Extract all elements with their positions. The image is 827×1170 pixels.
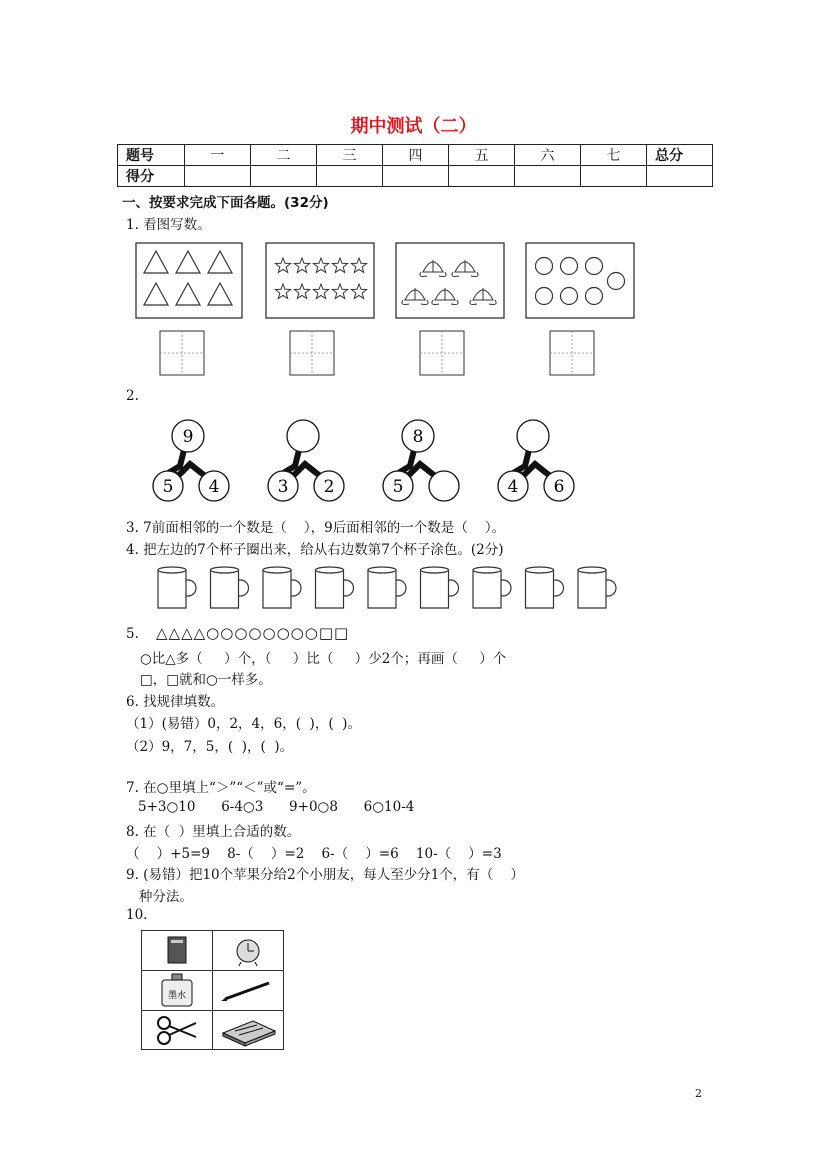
score-cell[interactable]	[515, 166, 581, 187]
cup-icon	[526, 567, 564, 608]
ink-bottle-icon	[142, 971, 212, 1010]
score-cell[interactable]	[317, 166, 383, 187]
bike-top-number: 8	[412, 427, 424, 447]
score-table	[117, 144, 713, 187]
q10-object-grid	[141, 930, 284, 1050]
pencil-case-icon	[213, 1011, 283, 1049]
cup-icon	[473, 567, 511, 608]
grid-cell	[212, 970, 284, 1011]
grid-cell	[212, 930, 284, 971]
grid-cell	[141, 930, 213, 971]
peach-icon	[402, 260, 496, 305]
score-header-cell: 题号	[118, 145, 185, 166]
question-5-line2: ○比△多（ ）个，（ ）比（ ）少2个；再画（ ）个	[140, 651, 507, 667]
question-9-line1: 9. (易错）把10个苹果分给2个小朋友，每人至少分1个，有（ ）	[126, 867, 524, 883]
picture-box-triangles	[136, 243, 242, 318]
book-icon	[142, 931, 212, 970]
triangle-icon	[144, 251, 232, 305]
scissors-icon	[142, 1011, 212, 1049]
question-1: 1. 看图写数。	[126, 217, 211, 233]
peach-icon	[402, 288, 428, 305]
cup-icon	[158, 567, 196, 608]
page-number: 2	[695, 1087, 702, 1100]
question-6-1: （1）(易错）0，2，4，6，( )，( )。	[126, 716, 361, 732]
star-icon	[275, 258, 366, 299]
score-cell[interactable]	[251, 166, 317, 187]
bike-row	[150, 418, 600, 503]
star-icon	[294, 258, 309, 273]
cup-icon	[368, 567, 406, 608]
question-6-2: （2）9，7，5，( )，( )。	[126, 739, 294, 755]
score-header-cell: 五	[449, 145, 515, 166]
question-5-label: 5.	[126, 626, 139, 642]
question-7: 7. 在○里填上“＞”“＜”或“=”。	[126, 780, 316, 796]
bike-rider-icon	[380, 418, 470, 503]
score-row-label: 得分	[118, 166, 185, 187]
question-2: 2.	[126, 388, 139, 404]
score-header-cell: 三	[317, 145, 383, 166]
star-icon	[275, 258, 290, 273]
peach-icon	[432, 288, 458, 305]
circle-icon	[536, 258, 625, 305]
cup-icon	[263, 567, 301, 608]
peach-icon	[470, 288, 496, 305]
question-10: 10.	[126, 907, 148, 923]
question-5-line3: □，□就和○一样多。	[140, 672, 272, 688]
q1-pictures	[130, 238, 690, 383]
question-8-items: （ ）+5=9 8-（ ）=2 6-（ ）=6 10-（ ）=3	[126, 846, 502, 862]
star-icon	[332, 258, 347, 273]
bike-rider-icon	[265, 418, 355, 503]
bike-right-number: 6	[553, 477, 565, 497]
score-cell[interactable]	[383, 166, 449, 187]
star-icon	[351, 284, 366, 299]
bike-rider-icon	[495, 418, 585, 503]
pen-icon	[213, 971, 283, 1010]
bike-right-number: 2	[323, 477, 335, 497]
question-6: 6. 找规律填数。	[126, 694, 225, 710]
score-header-cell: 一	[185, 145, 251, 166]
grid-cell	[141, 1010, 213, 1050]
question-3: 3. 7前面相邻的一个数是（ ），9后面相邻的一个数是（ ）。	[126, 520, 506, 536]
score-header-cell: 二	[251, 145, 317, 166]
question-8: 8. 在（ ）里填上合适的数。	[126, 824, 301, 840]
bike-left-number: 3	[277, 477, 289, 497]
score-header-cell: 总分	[647, 145, 713, 166]
star-icon	[275, 284, 290, 299]
question-7-items: 5+3○10 6-4○3 9+0○8 6○10-4	[138, 799, 415, 815]
bike-right-number: 4	[208, 477, 220, 497]
bike-left-number: 4	[507, 477, 519, 497]
answer-grid-group	[160, 331, 594, 375]
score-cell[interactable]	[449, 166, 515, 187]
score-cell[interactable]	[185, 166, 251, 187]
cup-icon	[316, 567, 354, 608]
bike-top-number: 9	[182, 427, 194, 447]
star-icon	[313, 258, 328, 273]
question-9-line2: 种分法。	[126, 889, 193, 905]
picture-box-circles	[526, 243, 634, 318]
score-cell[interactable]	[581, 166, 647, 187]
section-1-heading: 一、按要求完成下面各题。(32分)	[122, 195, 329, 211]
grid-cell	[141, 970, 213, 1011]
cup-icon	[211, 567, 249, 608]
ink-bottle-label: 墨水	[167, 991, 187, 1001]
bike-rider-icon	[150, 418, 240, 503]
clock-icon	[213, 931, 283, 970]
peach-icon	[420, 260, 446, 277]
question-4: 4. 把左边的7个杯子圈出来，给从右边数第7个杯子涂色。(2分)	[126, 542, 504, 558]
star-icon	[332, 284, 347, 299]
cup-icon	[578, 567, 616, 608]
peach-icon	[452, 260, 478, 277]
star-icon	[313, 284, 328, 299]
picture-box-stars	[266, 243, 374, 318]
score-cell[interactable]	[647, 166, 713, 187]
q5-shapes: △△△△○○○○○○○○□□	[156, 624, 350, 642]
picture-box-peaches	[396, 243, 504, 318]
page-title: 期中测试（二）	[350, 116, 477, 137]
star-icon	[351, 258, 366, 273]
score-table-score-row	[118, 166, 713, 187]
star-icon	[294, 284, 309, 299]
cup-icon	[421, 567, 459, 608]
bike-left-number: 5	[392, 477, 404, 497]
grid-cell	[212, 1010, 284, 1050]
score-header-cell: 六	[515, 145, 581, 166]
score-header-cell: 四	[383, 145, 449, 166]
score-header-cell: 七	[581, 145, 647, 166]
cup-row	[150, 562, 630, 612]
bike-left-number: 5	[162, 477, 174, 497]
score-table-header-row	[118, 145, 713, 166]
